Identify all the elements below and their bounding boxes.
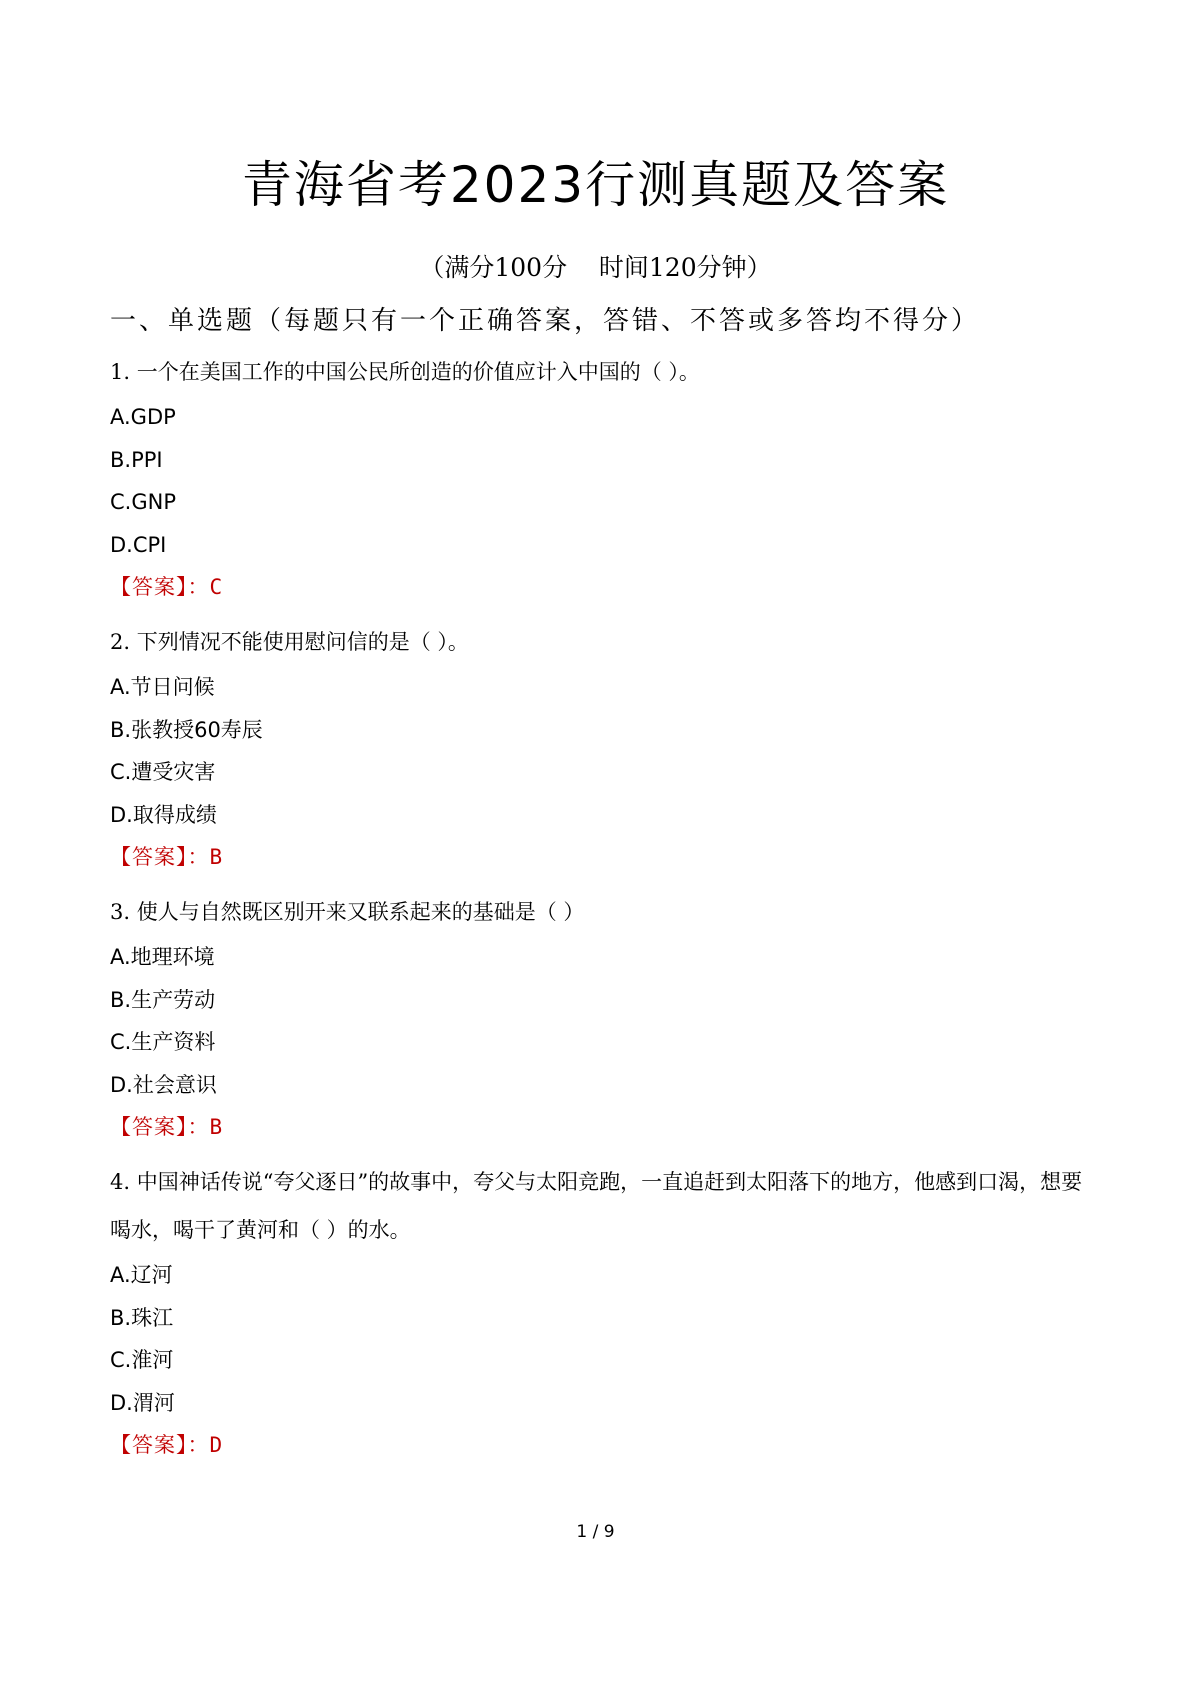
option-a: A.GDP xyxy=(110,405,176,429)
question-stem: 1. 一个在美国工作的中国公民所创造的价值应计入中国的（ ）。 xyxy=(110,360,700,384)
document-title: 青海省考2023行测真题及答案 xyxy=(241,156,950,214)
page-number: 1 / 9 xyxy=(576,1522,615,1542)
question-3 xyxy=(110,888,1100,1148)
question-2 xyxy=(110,618,1100,878)
question-stem: 3. 使人与自然既区别开来又联系起来的基础是（ ） xyxy=(110,900,585,924)
option-c: C.GNP xyxy=(110,490,176,514)
answer-label: 【答案】：B xyxy=(110,1115,224,1139)
option-d: D.取得成绩 xyxy=(110,802,217,827)
option-c: C.淮河 xyxy=(110,1348,174,1372)
answer-label: 【答案】：B xyxy=(110,845,224,869)
option-c: C.生产资料 xyxy=(110,1030,216,1054)
option-c: C.遭受灾害 xyxy=(110,760,216,784)
option-b: B.张教授60寿辰 xyxy=(110,717,263,742)
option-d: D.社会意识 xyxy=(110,1072,217,1097)
question-4 xyxy=(110,1158,1100,1466)
option-d: D.渭河 xyxy=(110,1390,175,1415)
question-stem: 4. 中国神话传说“夸父逐日”的故事中，夸父与太阳竞跑，一直追赶到太阳落下的地方，他感到口渴，想要喝水，喝干了黄河和（ ）的水。 xyxy=(110,1170,1083,1242)
option-b: B.珠江 xyxy=(110,1305,174,1330)
question-stem: 2. 下列情况不能使用慰问信的是（ ）。 xyxy=(110,630,469,654)
exam-info-subtitle: （满分100分 时间120分钟） xyxy=(419,253,772,282)
answer-label: 【答案】：C xyxy=(110,575,224,599)
answer-label: 【答案】：D xyxy=(110,1433,224,1457)
option-d: D.CPI xyxy=(110,532,167,557)
question-1 xyxy=(110,348,1100,608)
option-a: A.辽河 xyxy=(110,1263,173,1287)
option-a: A.地理环境 xyxy=(110,945,215,969)
option-a: A.节日问候 xyxy=(110,675,215,699)
section-heading: 一、单选题（每题只有一个正确答案，答错、不答或多答均不得分） xyxy=(110,306,981,336)
option-b: B.生产劳动 xyxy=(110,987,216,1012)
option-b: B.PPI xyxy=(110,447,163,472)
